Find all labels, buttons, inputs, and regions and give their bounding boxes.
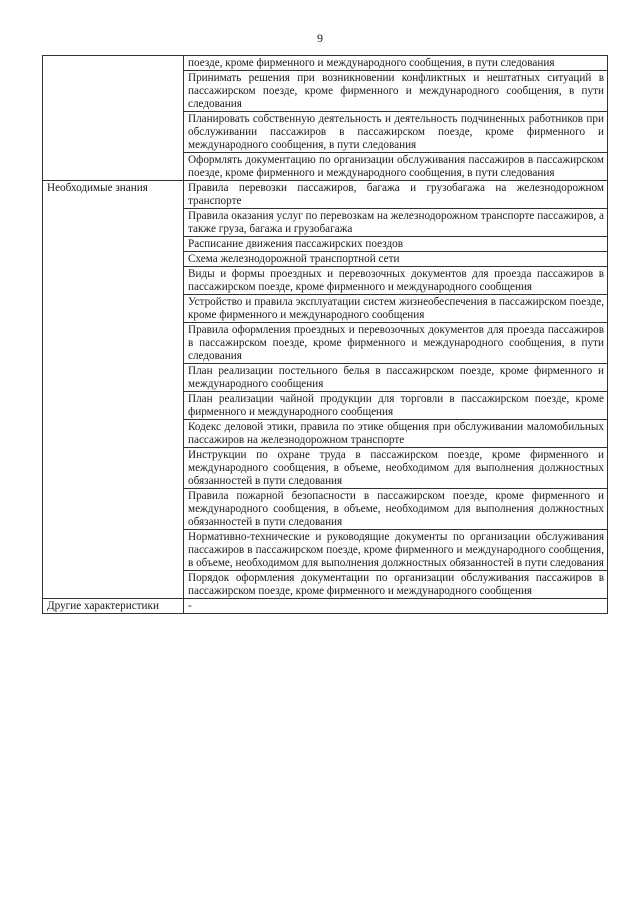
section-label <box>43 56 184 181</box>
table-row <box>43 56 608 71</box>
requirement-text: Схема железнодорожной транспортной сети <box>184 252 608 267</box>
requirement-text: План реализации чайной продукции для торговли в пассажирском поезде, кроме фирменного и международного сообщения <box>184 392 608 420</box>
requirement-text: Порядок оформления документации по организации обслуживания пассажиров в пассажирском поезде, кроме фирменного и международного сообщения <box>184 571 608 599</box>
page-number: 9 <box>317 31 323 45</box>
section-label: Другие характеристики <box>43 599 184 614</box>
section-label: Необходимые знания <box>43 181 184 599</box>
requirement-text: Правила перевозки пассажиров, багажа и грузобагажа на железнодорожном транспорте <box>184 181 608 209</box>
requirement-text: Принимать решения при возникновении конфликтных и нештатных ситуаций в пассажирском поезде, кроме фирменного и международного сообщения, в пути следования <box>184 71 608 112</box>
table-row <box>43 181 608 209</box>
requirement-text: Кодекс деловой этики, правила по этике общения при обслуживании маломобильных пассажиров на железнодорожном транспорте <box>184 420 608 448</box>
requirement-text: Инструкции по охране труда в пассажирском поезде, кроме фирменного и международного сообщения, в объеме, необходимом для выполнения должностных обязанностей в пути следования <box>184 448 608 489</box>
requirement-text: - <box>184 599 608 614</box>
requirement-text: Планировать собственную деятельность и деятельность подчиненных работников при обслуживании пассажиров в пассажирском поезде, кроме фирменного и международного сообщения, в пути следования <box>184 112 608 153</box>
table-row <box>43 599 608 614</box>
requirements-table-body <box>43 56 608 614</box>
requirement-text: Виды и формы проездных и перевозочных документов для проезда пассажиров в пассажирском поезде, кроме фирменного и международного сообщения <box>184 267 608 295</box>
requirement-text: Правила оказания услуг по перевозкам на железнодорожном транспорте пассажиров, а также груза, багажа и грузобагажа <box>184 209 608 237</box>
requirement-text: Расписание движения пассажирских поездов <box>184 237 608 252</box>
requirement-text: Устройство и правила эксплуатации систем жизнеобеспечения в пассажирском поезде, кроме фирменного и международного сообщения <box>184 295 608 323</box>
requirement-text: Правила пожарной безопасности в пассажирском поезде, кроме фирменного и международного сообщения, в объеме, необходимом для выполнения должностных обязанностей в пути следования <box>184 489 608 530</box>
requirement-text: Правила оформления проездных и перевозочных документов для проезда пассажиров в пассажирском поезде, кроме фирменного и международного сообщения, в пути следования <box>184 323 608 364</box>
requirement-text: План реализации постельного белья в пассажирском поезде, кроме фирменного и международного сообщения <box>184 364 608 392</box>
requirements-table <box>42 55 608 614</box>
requirement-text: Нормативно-технические и руководящие документы по организации обслуживания пассажиров в пассажирском поезде, кроме фирменного и международного сообщения, в объеме, необходимом для выполнения должностных обязанностей в пути следования <box>184 530 608 571</box>
requirement-text: поезде, кроме фирменного и международного сообщения, в пути следования <box>184 56 608 71</box>
requirement-text: Оформлять документацию по организации обслуживания пассажиров в пассажирском поезде, кроме фирменного и международного сообщения, в пути следования <box>184 153 608 181</box>
